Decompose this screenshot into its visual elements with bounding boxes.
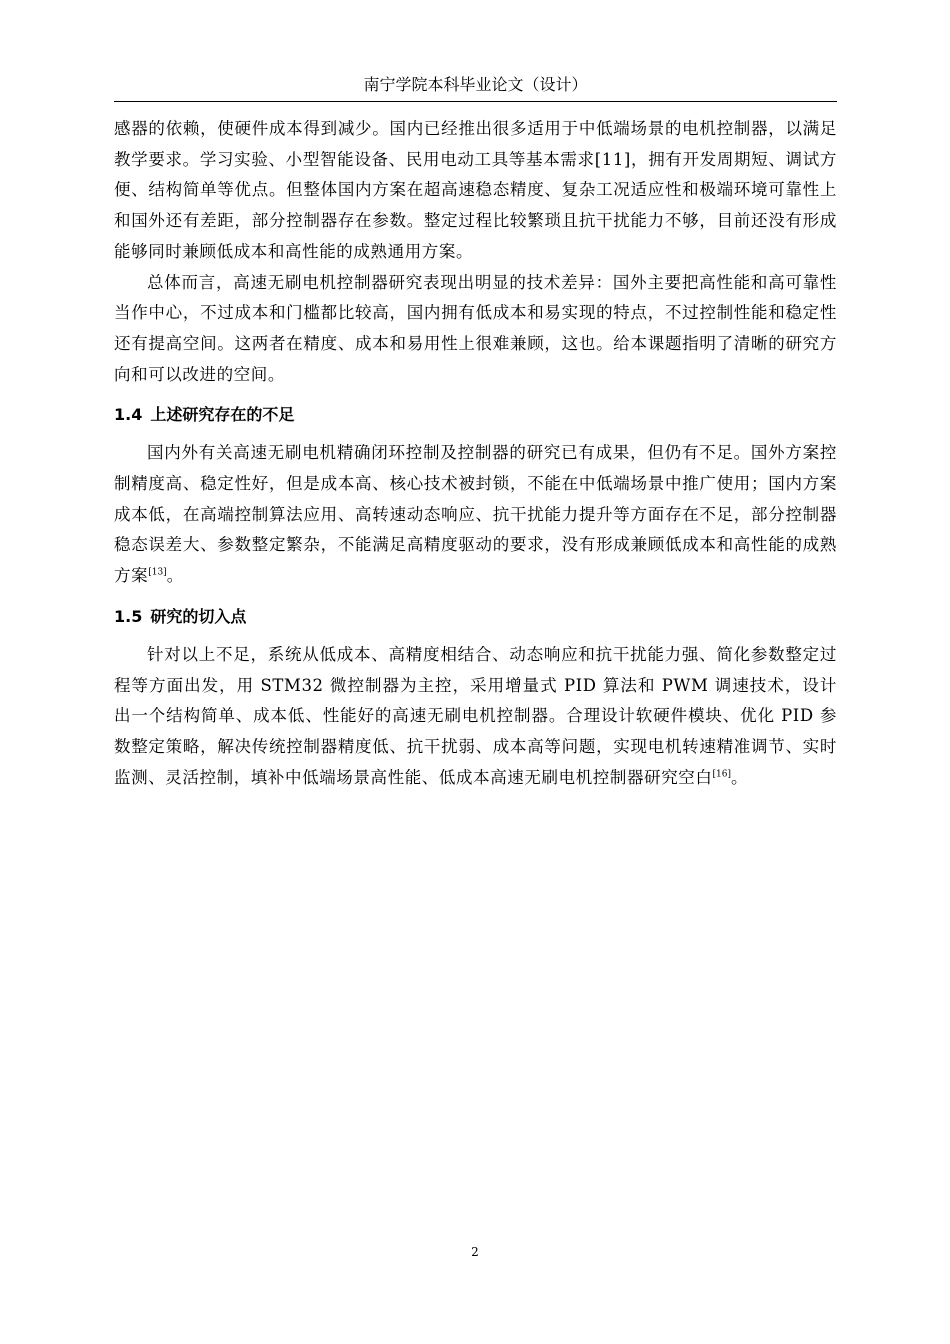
section-heading-1-4 <box>114 400 837 430</box>
paragraph-end-punct: 。 <box>166 566 184 586</box>
paragraph-continued: 感器的依赖，使硬件成本得到减少。国内已经推出很多适用于中低端场景的电机控制器，以满足教学要求。学习实验、小型智能设备、民用电动工具等基本需求[11]，拥有开发周期短、调试方便、结构简单等优点。但整体国内方案在超高速稳态精度、复杂工况适应性和极端环境可靠性上和国外还有差距，部分控制器存在参数。整定过程比较繁琐且抗干扰能力不够，目前还没有形成能够同时兼顾低成本和高性能的成熟通用方案。 <box>114 119 837 261</box>
page-number: 2 <box>471 1245 479 1259</box>
section-heading-1-5 <box>114 602 837 632</box>
section-number: 1.5 <box>114 606 143 626</box>
paragraph-entry-point <box>114 640 837 794</box>
paragraph-text: 国内外有关高速无刷电机精确闭环控制及控制器的研究已有成果，但仍有不足。国外方案控制精度高、稳定性好，但是成本高、核心技术被封锁，不能在中低端场景中推广使用；国内方案成本低，在高端控制算法应用、高转速动态响应、抗干扰能力提升等方面存在不足，部分控制器稳态误差大、参数整定繁杂，不能满足高精度驱动的要求，没有形成兼顾低成本和高性能的成熟方案 <box>114 443 837 586</box>
citation-marker: [13] <box>148 567 167 578</box>
section-title: 上述研究存在的不足 <box>150 405 295 425</box>
paragraph-summary: 总体而言，高速无刷电机控制器研究表现出明显的技术差异：国外主要把高性能和高可靠性当作中心，不过成本和门槛都比较高，国内拥有低成本和易实现的特点，不过控制性能和稳定性还有提高空间。这两者在精度、成本和易用性上很难兼顾，这也。给本课题指明了清晰的研究方向和可以改进的空间。 <box>114 272 837 384</box>
page-body <box>114 114 837 793</box>
paragraph-shortcomings <box>114 438 837 592</box>
paragraph-end-punct: 。 <box>730 767 749 787</box>
section-title: 研究的切入点 <box>150 606 247 626</box>
header-divider <box>114 101 837 102</box>
paragraph-text: 针对以上不足，系统从低成本、高精度相结合、动态响应和抗干扰能力强、简化参数整定过程等方面出发，用 STM32 微控制器为主控，采用增量式 PID 算法和 PWM 调速技术，设计出一个结构简单、成本低、性能好的高速无刷电机控制器。合理设计软硬件模块、优化 PID 参数整定策略，解决传统控制器精度低、抗干扰弱、成本高等问题，实现电机转速精准调节、实时监测、灵活控制，填补中低端场景高性能、低成本高速无刷电机控制器研究空白 <box>114 644 837 787</box>
citation-marker: [16] <box>712 769 731 780</box>
page-header-title: 南宁学院本科毕业论文（设计） <box>363 75 588 94</box>
section-number: 1.4 <box>114 405 143 425</box>
